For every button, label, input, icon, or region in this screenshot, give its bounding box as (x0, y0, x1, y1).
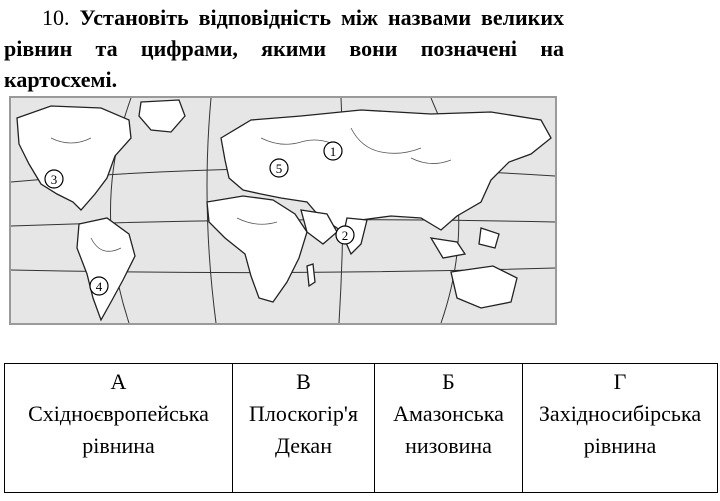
svg-text:5: 5 (275, 161, 283, 176)
svg-text:3: 3 (50, 172, 58, 187)
option-a (5, 364, 233, 463)
option-name-line1: Східноєвропейська (28, 401, 209, 426)
world-map-drawing (11, 98, 555, 323)
option-c (375, 364, 523, 463)
option-letter: В (296, 369, 311, 394)
option-name-line1: Західносибірська (538, 401, 702, 426)
answer-cell-d[interactable] (523, 462, 718, 493)
option-name-line2: низовина (405, 433, 492, 458)
answer-cell-c[interactable] (375, 462, 523, 493)
option-name-line2: рівнина (82, 433, 155, 458)
option-name-line2: рівнина (583, 433, 657, 458)
option-name-line1: Плоскогір'я (249, 401, 358, 426)
option-name-line2: Декан (275, 433, 332, 458)
answer-table (4, 363, 718, 493)
marker-3 (45, 170, 63, 188)
question-prompt: Установіть відповідність між назвами великих рівнин та цифрами, якими вони позначені на картосхемі. (4, 5, 564, 92)
option-letter: Г (613, 369, 627, 394)
option-letter: А (110, 369, 127, 394)
answer-options-row (5, 364, 718, 463)
marker-2 (336, 226, 354, 244)
answer-cell-a[interactable] (5, 462, 233, 493)
option-d (523, 364, 718, 463)
answer-input-row (5, 462, 718, 493)
svg-text:1: 1 (329, 144, 337, 159)
question-number: 10. (42, 5, 70, 30)
madagascar-shape (307, 264, 315, 286)
marker-1 (324, 142, 342, 160)
answer-cell-b[interactable] (233, 462, 375, 493)
marker-4 (90, 277, 108, 295)
option-letter: Б (442, 369, 455, 394)
option-b (233, 364, 375, 463)
question-text-block (4, 2, 564, 95)
svg-text:2: 2 (341, 228, 349, 243)
marker-5 (270, 159, 288, 177)
option-name-line1: Амазонська (393, 401, 504, 426)
svg-text:4: 4 (95, 279, 103, 294)
world-map (9, 96, 557, 325)
